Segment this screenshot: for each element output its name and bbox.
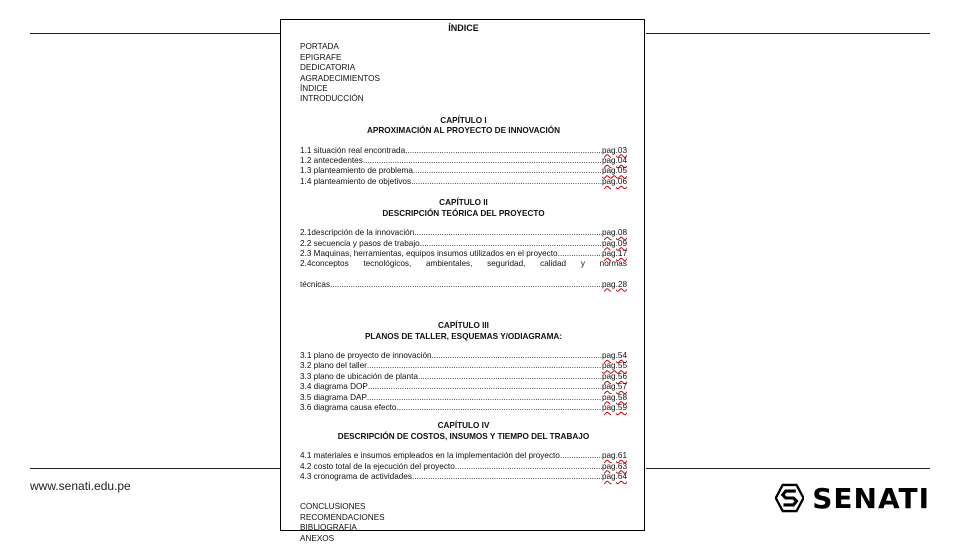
toc-leader-dots (363, 156, 602, 166)
chapter-2-number: CAPÍTULO II (439, 198, 488, 208)
toc-entry-label: 4.3 cronograma de actividades (300, 472, 412, 481)
toc-entry-label: 4.1 materiales e insumos empleados en la implementación del proyecto (300, 451, 560, 461)
chapter-4-entries (300, 451, 627, 482)
toc-entry-page: pag.03 (601, 145, 627, 155)
toc-entry-page: pag.55 (601, 361, 627, 371)
bottom-left-divider (30, 468, 280, 469)
toc-leader-dots (558, 249, 602, 259)
toc-entry-2-4-first-line (300, 259, 627, 269)
chapter-1-entries (300, 146, 627, 188)
toc-entry-page: pag.04 (601, 156, 627, 166)
toc-leader-dots (560, 451, 602, 461)
toc-entry-label: 4.2 costo total de la ejecución del proyecto (300, 461, 455, 471)
toc-entry-page: pag.08 (601, 228, 627, 238)
toc-entry (300, 372, 627, 382)
toc-leader-dots (367, 361, 602, 371)
toc-entry (300, 166, 627, 176)
toc-entry-page: pag.58 (601, 392, 627, 402)
toc-entry (300, 462, 627, 472)
back-matter-item: ANEXOS (300, 533, 335, 543)
toc-entry-word: normas (599, 259, 627, 269)
toc-entry (300, 351, 627, 361)
front-matter-item: EPIGRAFE (300, 52, 342, 62)
toc-leader-dots (368, 382, 602, 392)
toc-entry-page: pag.17 (601, 248, 627, 258)
toc-entry (300, 156, 627, 166)
chapter-4-heading (300, 421, 627, 442)
toc-entry-label: 1.3 planteamiento de problema (300, 166, 413, 176)
toc-entry-label: 2.3 Maquinas, herramientas, equipos insumos utilizados en el proyecto (300, 248, 558, 258)
top-left-divider (30, 33, 280, 34)
toc-entry (300, 382, 627, 392)
chapter-1-heading (300, 116, 627, 137)
toc-entry (300, 249, 627, 259)
senati-logo-icon (775, 480, 804, 516)
toc-leader-dots (330, 280, 602, 290)
toc-entry-word: seguridad, (487, 259, 526, 269)
back-matter-item: CONCLUSIONES (300, 502, 366, 512)
front-matter-item: ÍNDICE (300, 84, 328, 94)
chapter-3-number: CAPÍTULO III (438, 321, 489, 331)
toc-entry-page: pag.28 (601, 279, 627, 289)
chapter-1-title: APROXIMACIÓN AL PROYECTO DE INNOVACIÓN (366, 126, 561, 136)
toc-entry-page: pag.05 (601, 166, 627, 176)
toc-entry-label: 3.5 diagrama DAP (300, 392, 367, 402)
document-title: ÍNDICE (448, 23, 479, 33)
toc-entry-page: pag.56 (601, 371, 627, 381)
chapter-4-title: DESCRIPCIÓN DE COSTOS, INSUMOS Y TIEMPO DEL TRABAJO (337, 431, 590, 441)
toc-leader-dots (432, 351, 602, 361)
chapter-4-number: CAPÍTULO IV (437, 421, 490, 431)
toc-entry-page: pag.61 (601, 451, 627, 461)
toc-leader-dots (405, 146, 602, 156)
chapter-3-title: PLANOS DE TALLER, ESQUEMAS Y/ODIAGRAMA: (364, 331, 563, 341)
toc-entry-page: pag.57 (601, 382, 627, 392)
toc-entry-label: 3.1 plano de proyecto de innovación (300, 350, 432, 360)
top-right-divider (646, 33, 930, 34)
toc-leader-dots (455, 462, 602, 472)
toc-entry-label: 3.6 diagrama causa efecto (300, 402, 397, 412)
chapter-3-entries (300, 351, 627, 413)
toc-entry-label: 3.2 plano del taller (300, 361, 367, 371)
toc-leader-dots (418, 372, 602, 382)
toc-entry-2-4-continuation (300, 280, 627, 290)
toc-entry-label: 3.4 diagrama DOP (300, 382, 368, 392)
chapter-1-number: CAPÍTULO I (440, 115, 487, 125)
toc-entry-page: pag.54 (601, 350, 627, 360)
toc-entry (300, 403, 627, 413)
toc-leader-dots (411, 177, 602, 187)
document-body (300, 23, 627, 544)
bottom-right-divider (646, 468, 930, 469)
toc-entry-word: tecnológicos, (363, 259, 412, 269)
chapter-2-heading (300, 198, 627, 219)
toc-entry-page: pag.06 (601, 176, 627, 186)
back-matter-item: RECOMENDACIONES (300, 512, 385, 522)
toc-entry-label: 1.2 antecedentes (300, 156, 363, 166)
toc-entry-label: 2.1descripción de la innovación (300, 228, 415, 238)
toc-entry-word: ambientales, (425, 259, 473, 269)
toc-entry-word: calidad (540, 259, 567, 269)
toc-entry-label: 2.2 secuencia y pasos de trabajo (300, 238, 420, 248)
senati-logo (775, 480, 930, 516)
front-matter-item: PORTADA (300, 42, 339, 52)
toc-leader-dots (397, 403, 602, 413)
toc-entry-label: 1.4 planteamiento de objetivos (300, 176, 412, 186)
toc-entry (300, 146, 627, 156)
index-document-page (280, 19, 645, 543)
toc-leader-dots (420, 239, 602, 249)
front-matter-item: DEDICATORIA (300, 63, 356, 73)
toc-entry (300, 177, 627, 187)
back-matter-list (300, 502, 627, 544)
toc-entry-word: y (580, 259, 585, 269)
toc-entry-label: técnicas (300, 279, 331, 289)
front-matter-item: INTRODUCCIÓN (300, 94, 364, 104)
toc-entry-word: 2.4conceptos (300, 259, 349, 269)
logo-brand-text: SENATI (812, 481, 930, 515)
toc-entry-page: pag.64 (601, 472, 627, 481)
back-matter-item: BIBLIOGRAFIA (300, 523, 357, 533)
chapter-2-title: DESCRIPCIÓN TEÓRICA DEL PROYECTO (382, 208, 545, 218)
toc-entry (300, 451, 627, 461)
toc-entry-page: pag.63 (601, 461, 627, 471)
front-matter-list (300, 42, 627, 104)
toc-entry (300, 393, 627, 403)
toc-entry (300, 228, 627, 238)
toc-entry (300, 361, 627, 371)
footer-url[interactable]: www.senati.edu.pe (30, 479, 131, 493)
toc-entry-page: pag.59 (601, 402, 627, 412)
toc-leader-dots (413, 166, 602, 176)
chapter-3-heading (300, 321, 627, 342)
toc-entry-label: 3.3 plano de ubicación de planta (300, 371, 418, 381)
toc-entry-page: pag.09 (601, 238, 627, 248)
toc-leader-dots (412, 472, 602, 482)
toc-entry (300, 239, 627, 249)
toc-entry (300, 472, 627, 482)
toc-entry-label: 1.1 situación real encontrada (300, 145, 406, 155)
chapter-2-entries (300, 228, 627, 259)
front-matter-item: AGRADECIMIENTOS (300, 73, 380, 83)
toc-leader-dots (414, 228, 602, 238)
toc-leader-dots (367, 393, 602, 403)
